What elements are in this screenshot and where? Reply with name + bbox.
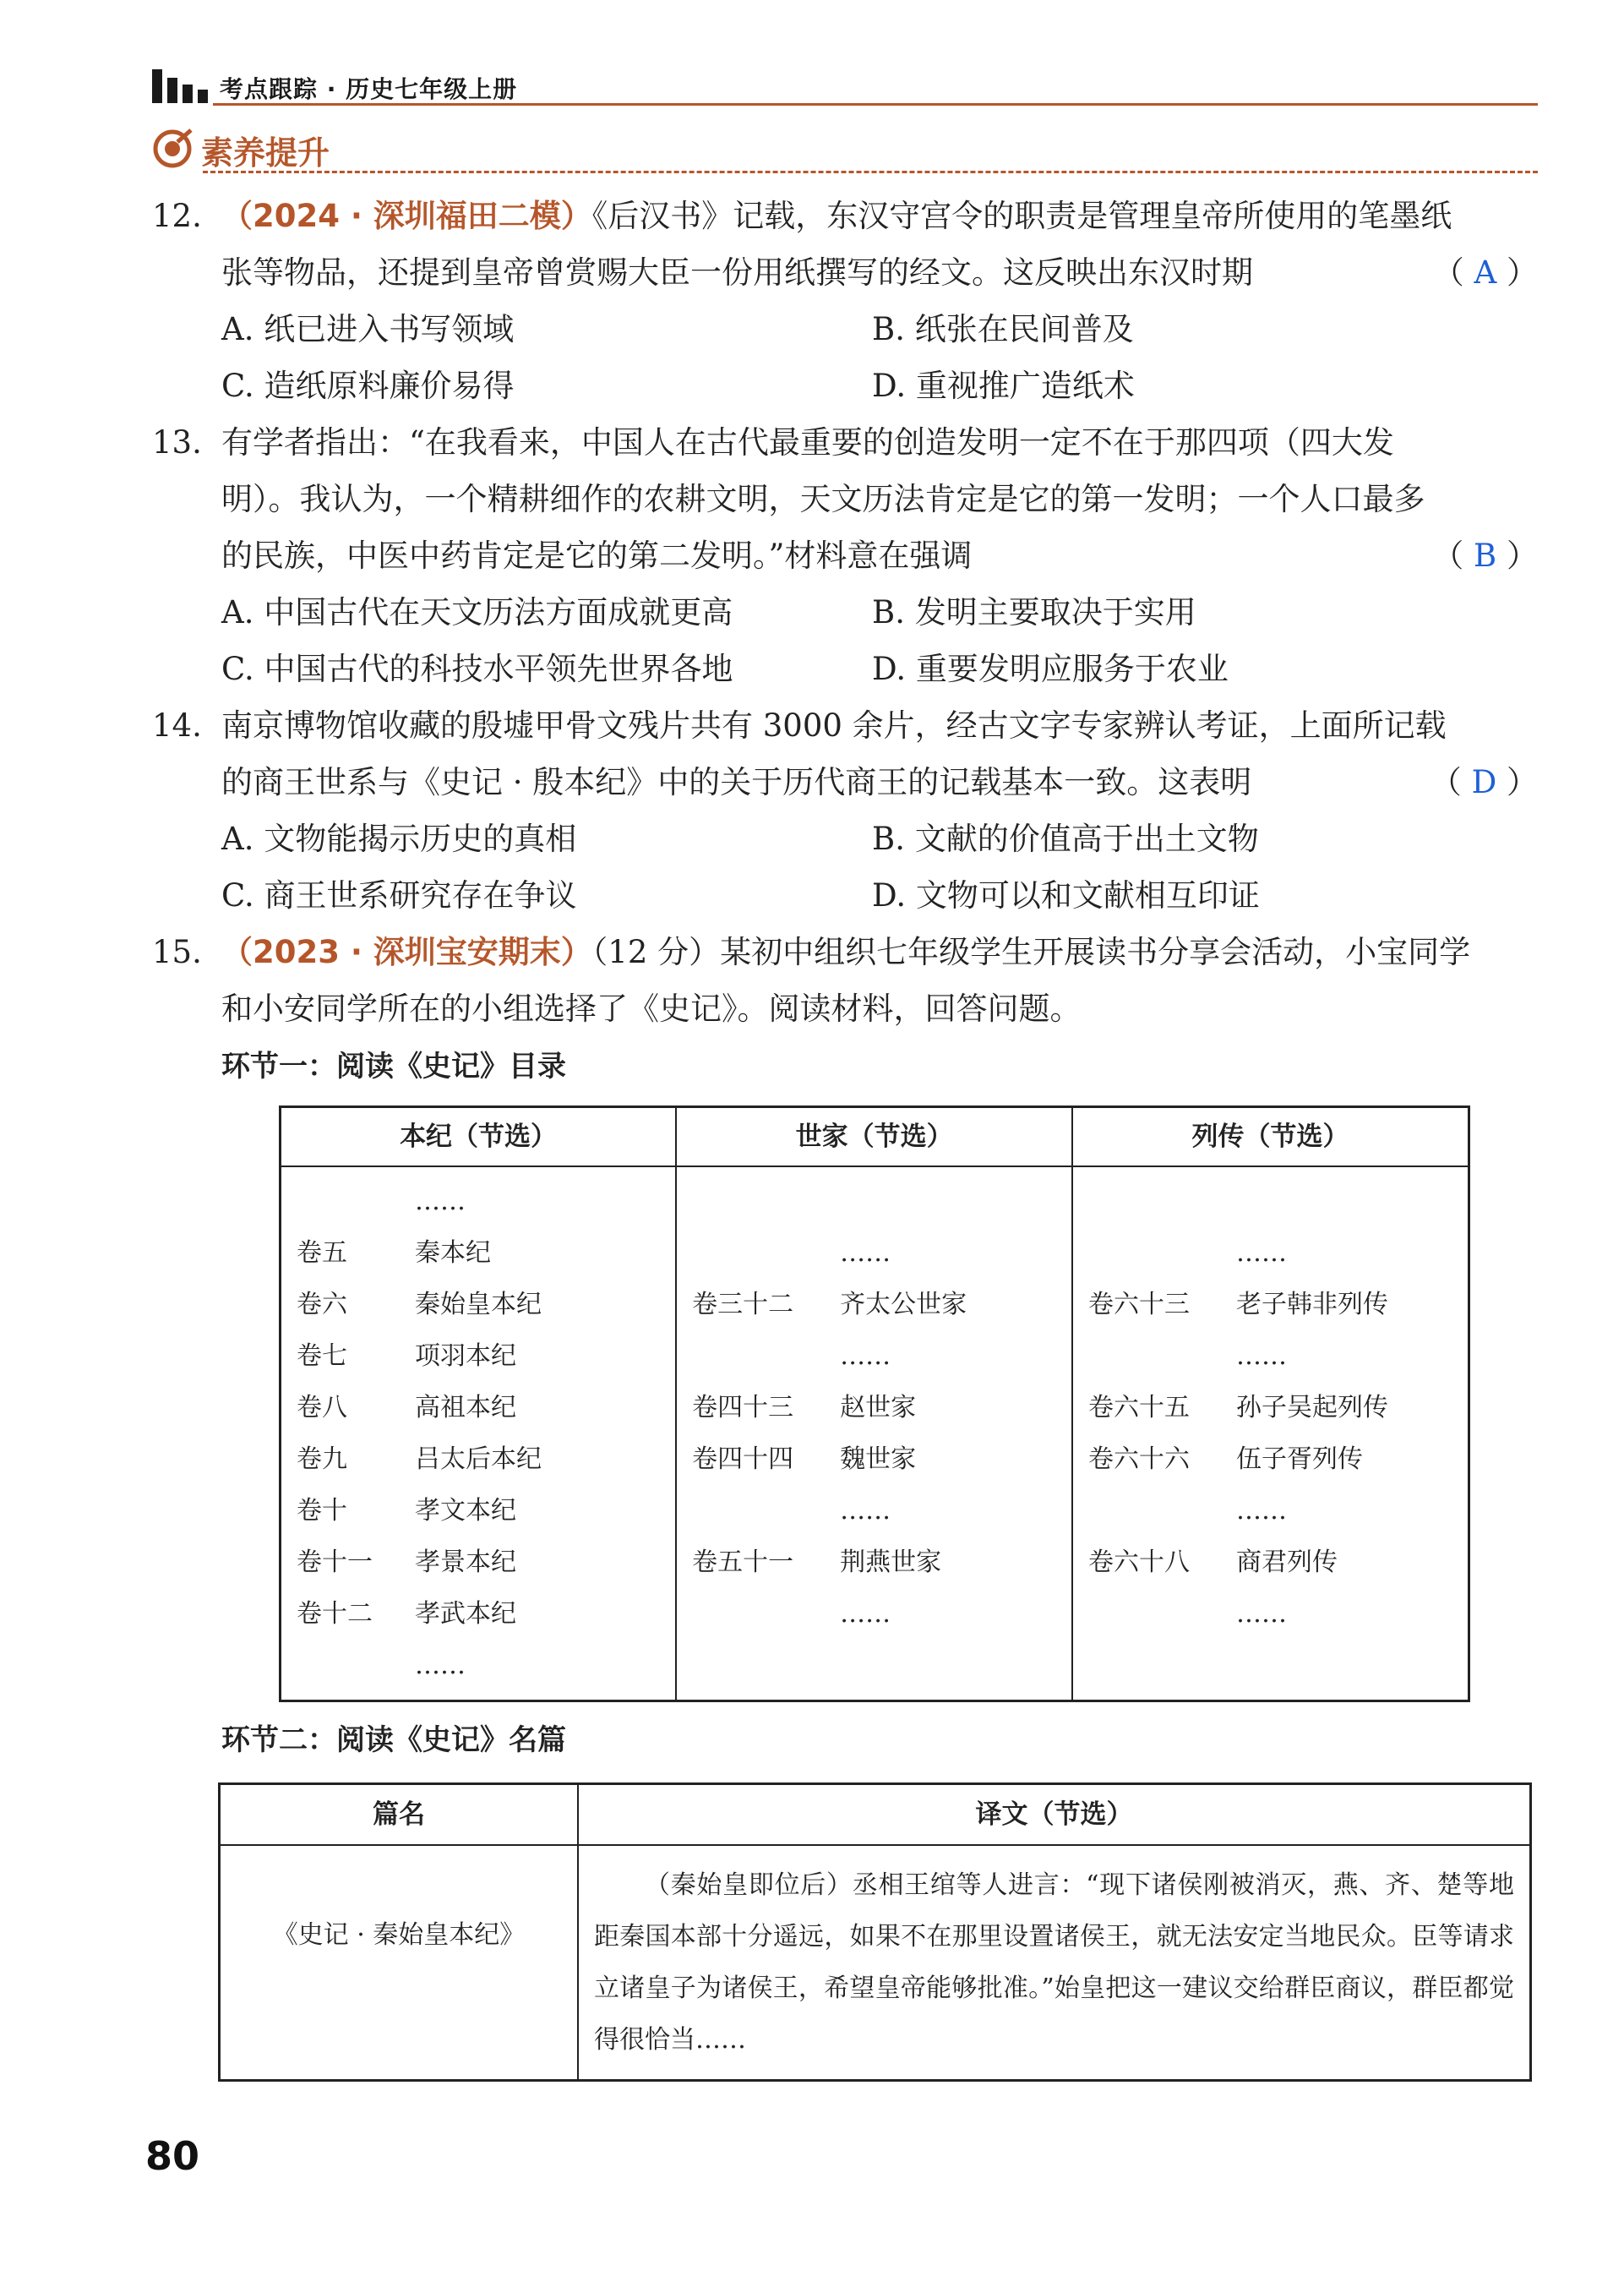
option-a: A. 文物能揭示历史的真相 bbox=[221, 821, 577, 857]
option-d: D. 重要发明应服务于农业 bbox=[872, 651, 1229, 687]
question-stem: 的商王世系与《史记 · 殷本纪》中的关于历代商王的记载基本一致。这表明 bbox=[221, 764, 1252, 800]
question-15 bbox=[152, 924, 1538, 1095]
page-number: 80 bbox=[145, 2133, 200, 2179]
question-stem: （12 分）某初中组织七年级学生开展读书分享会活动，小宝同学 bbox=[591, 934, 1471, 970]
question-number: 12. bbox=[152, 198, 202, 234]
famous-piece-table bbox=[218, 1782, 1532, 2082]
option-c: C. 中国古代的科技水平领先世界各地 bbox=[221, 651, 733, 687]
option-d: D. 重视推广造纸术 bbox=[872, 368, 1135, 404]
list-item: 卷六十三 老子韩非列传 bbox=[1088, 1290, 1389, 1319]
section-heading bbox=[152, 125, 1538, 172]
piece-name: 《史记 · 秦始皇本纪》 bbox=[220, 1845, 579, 2081]
section-title: 素养提升 bbox=[201, 134, 330, 172]
column-header: 列传（节选） bbox=[1072, 1107, 1469, 1167]
translation-text: （秦始皇即位后）丞相王绾等人进言：“现下诸侯刚被消灭，燕、齐、楚等地距秦国本部十分遥远，如果不在那里设置诸侯王，就无法安定当地民众。臣等请求立诸皇子为诸侯王，希望皇帝能够批准。”始皇把这一建议交给群臣商议，群臣都觉得很恰当…… bbox=[578, 1845, 1531, 2081]
question-stem: 明）。我认为，一个精耕细作的农耕文明，天文历法肯定是它的第一发明；一个人口最多 bbox=[221, 481, 1425, 517]
list-item: 卷四十三 赵世家 bbox=[692, 1393, 917, 1422]
answer-letter: D bbox=[1471, 764, 1497, 800]
list-item: 卷十一 孝景本纪 bbox=[297, 1548, 516, 1577]
list-item: 卷七 项羽本纪 bbox=[297, 1341, 516, 1371]
option-c: C. 商王世系研究存在争议 bbox=[221, 877, 577, 914]
list-item: …… bbox=[1236, 1599, 1288, 1629]
shiji-contents-table bbox=[279, 1105, 1470, 1702]
list-item: …… bbox=[415, 1651, 466, 1680]
option-b: B. 发明主要取决于实用 bbox=[872, 594, 1196, 631]
list-item: …… bbox=[1236, 1238, 1288, 1268]
header-rule bbox=[213, 103, 1538, 106]
list-item: 卷六 秦始皇本纪 bbox=[297, 1290, 542, 1319]
list-item: 卷六十八 商君列传 bbox=[1088, 1548, 1338, 1577]
list-item: …… bbox=[1236, 1496, 1288, 1526]
list-item: 卷四十四 魏世家 bbox=[692, 1444, 917, 1474]
list-item: 卷五 秦本纪 bbox=[297, 1238, 491, 1268]
liezhuan-column bbox=[1072, 1166, 1469, 1701]
question-stem: 有学者指出：“在我看来，中国人在古代最重要的创造发明一定不在于那四项（四大发 bbox=[221, 424, 1394, 461]
list-item: 卷六十六 伍子胥列传 bbox=[1088, 1444, 1364, 1474]
book-title: 考点跟踪 · 历史七年级上册 bbox=[220, 75, 518, 103]
stage2-title: 环节二：阅读《史记》名篇 bbox=[221, 1723, 566, 1757]
list-item: …… bbox=[415, 1187, 466, 1216]
list-item bbox=[1088, 1176, 1468, 1227]
question-number: 15. bbox=[152, 934, 202, 970]
option-a: A. 纸已进入书写领域 bbox=[221, 311, 515, 347]
answer-bracket: （ D ） bbox=[1430, 764, 1538, 800]
list-item: 卷九 吕太后本纪 bbox=[297, 1444, 542, 1474]
list-item: …… bbox=[840, 1238, 891, 1268]
question-number: 14. bbox=[152, 707, 202, 744]
list-item: 卷十 孝文本纪 bbox=[297, 1496, 516, 1526]
list-item: …… bbox=[840, 1599, 891, 1629]
question-13 bbox=[152, 414, 1538, 697]
answer-letter: B bbox=[1474, 538, 1497, 574]
question-12 bbox=[152, 188, 1538, 414]
question-source: （2023 · 深圳宝安期末） bbox=[221, 934, 592, 970]
target-icon bbox=[152, 125, 196, 169]
question-stem: 南京博物馆收藏的殷墟甲骨文残片共有 3000 余片，经古文字专家辨认考证，上面所记载 bbox=[221, 707, 1447, 744]
question-stem: 张等物品，还提到皇帝曾赏赐大臣一份用纸撰写的经文。这反映出东汉时期 bbox=[221, 254, 1253, 291]
question-14 bbox=[152, 697, 1538, 924]
list-item: …… bbox=[840, 1496, 891, 1526]
option-a: A. 中国古代在天文历法方面成就更高 bbox=[221, 594, 733, 631]
answer-bracket: （ A ） bbox=[1432, 254, 1538, 291]
option-c: C. 造纸原料廉价易得 bbox=[221, 368, 515, 404]
option-d: D. 文物可以和文献相互印证 bbox=[872, 877, 1260, 914]
column-header: 篇名 bbox=[220, 1784, 579, 1846]
running-header bbox=[152, 69, 1538, 112]
option-b: B. 纸张在民间普及 bbox=[872, 311, 1134, 347]
column-header: 世家（节选） bbox=[676, 1107, 1072, 1167]
answer-letter: A bbox=[1474, 254, 1497, 291]
list-item bbox=[692, 1176, 1071, 1227]
list-item: …… bbox=[840, 1341, 891, 1371]
column-header: 译文（节选） bbox=[578, 1784, 1531, 1846]
option-b: B. 文献的价值高于出土文物 bbox=[872, 821, 1259, 857]
list-item: 卷八 高祖本纪 bbox=[297, 1393, 516, 1422]
bars-logo-icon bbox=[152, 69, 210, 103]
answer-bracket: （ B ） bbox=[1432, 538, 1538, 574]
list-item: 卷六十五 孙子吴起列传 bbox=[1088, 1393, 1389, 1422]
question-source: （2024 · 深圳福田二模） bbox=[221, 198, 592, 234]
list-item: 卷五十一 荆燕世家 bbox=[692, 1548, 942, 1577]
stage1-title: 环节一：阅读《史记》目录 bbox=[221, 1050, 566, 1084]
question-stem: 的民族，中医中药肯定是它的第二发明。”材料意在强调 bbox=[221, 538, 973, 574]
question-number: 13. bbox=[152, 424, 202, 461]
question-stem: 和小安同学所在的小组选择了《史记》。阅读材料，回答问题。 bbox=[221, 991, 1082, 1027]
questions bbox=[152, 188, 1538, 2082]
column-header: 本纪（节选） bbox=[281, 1107, 677, 1167]
list-item: 卷三十二 齐太公世家 bbox=[692, 1290, 967, 1319]
list-item: …… bbox=[1236, 1341, 1288, 1371]
list-item: 卷十二 孝武本纪 bbox=[297, 1599, 516, 1629]
section-dashed-rule bbox=[203, 171, 1538, 173]
shijia-column bbox=[676, 1166, 1072, 1701]
benji-column bbox=[281, 1166, 677, 1701]
question-stem: 《后汉书》记载，东汉守宫令的职责是管理皇帝所使用的笔墨纸 bbox=[591, 198, 1452, 234]
